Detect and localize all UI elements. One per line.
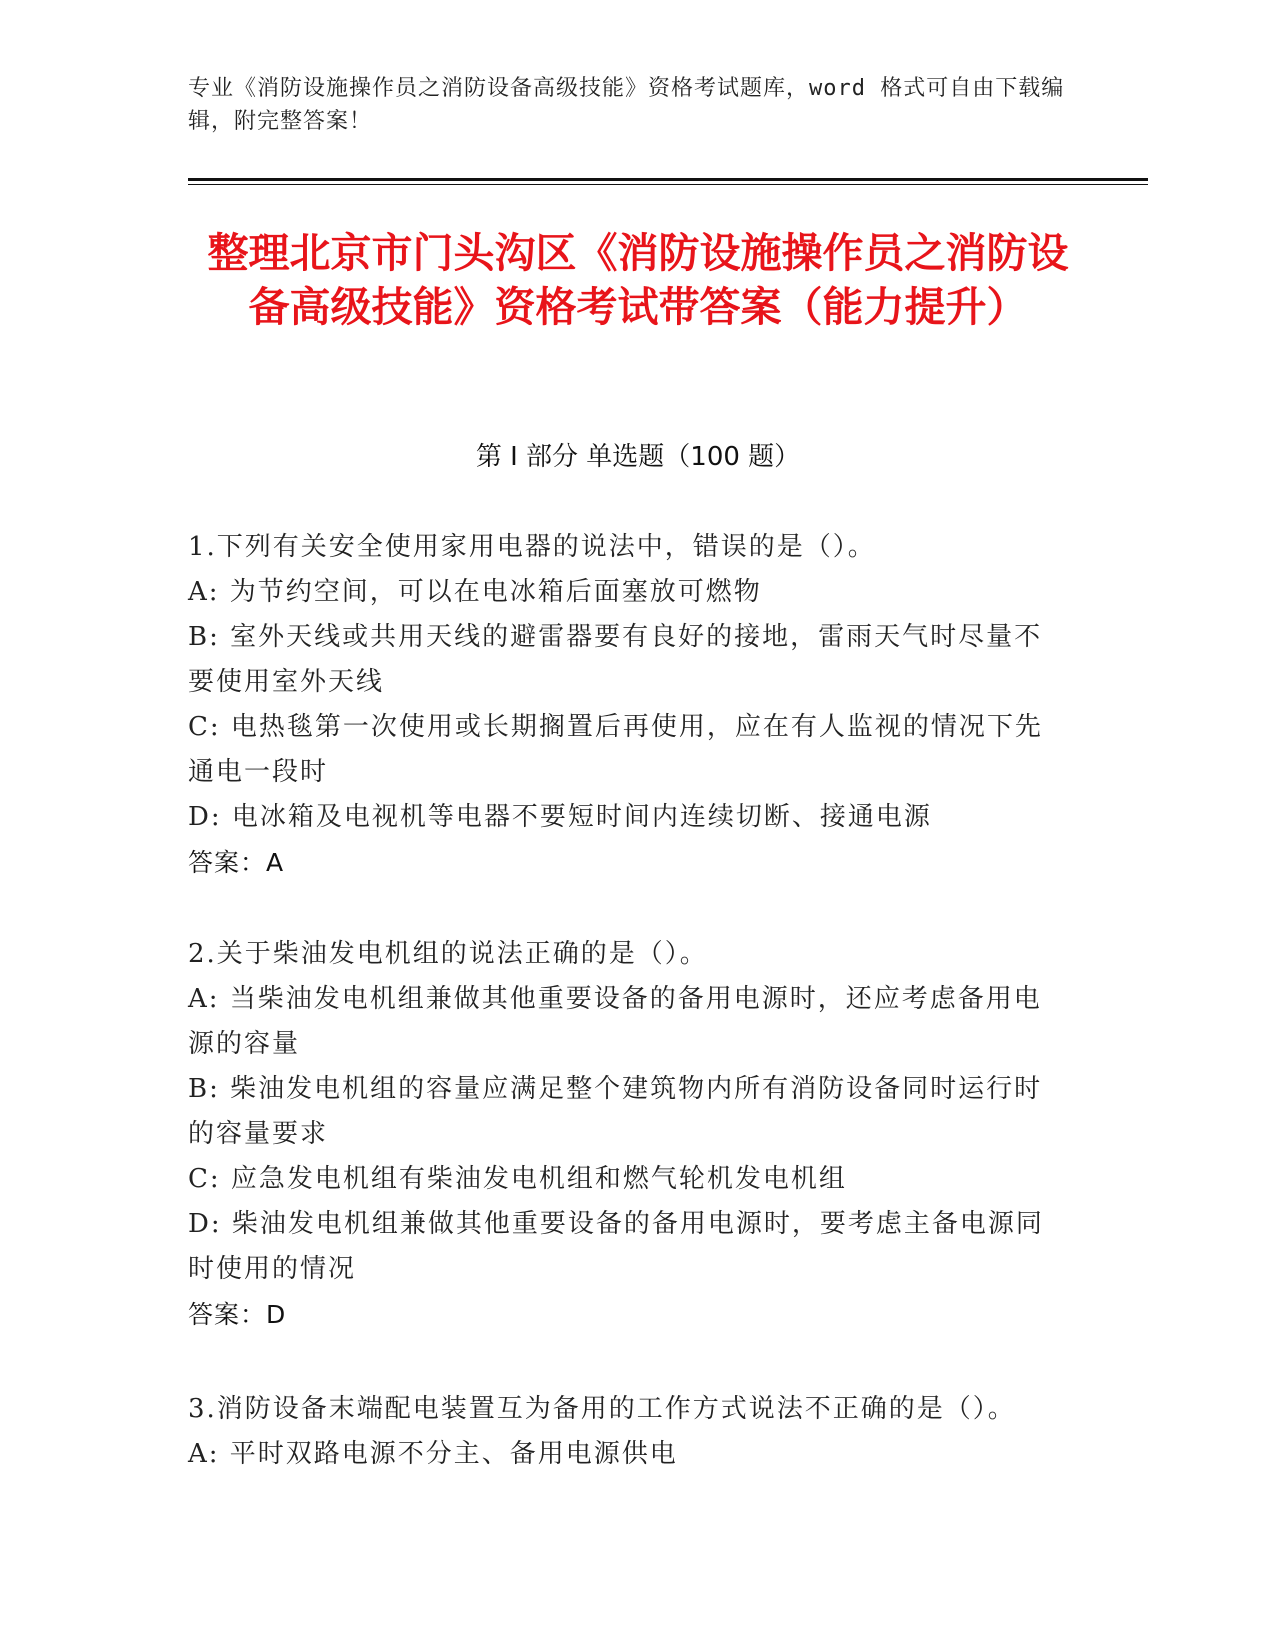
question-stem: 2.关于柴油发电机组的说法正确的是（）。: [188, 939, 708, 969]
answer: 答案：D: [188, 1300, 287, 1329]
header-rule-thin: [188, 184, 1148, 185]
question-1: [188, 525, 1068, 885]
header-rule-thick: [188, 178, 1148, 181]
answer: 答案：A: [188, 848, 285, 877]
option-a: A: 平时双路电源不分主、备用电源供电: [188, 1439, 678, 1469]
section-heading: 第 I 部分 单选题（100 题）: [475, 442, 801, 472]
option-d: D: 柴油发电机组兼做其他重要设备的备用电源时，要考虑主备电源同时使用的情况: [188, 1209, 1044, 1284]
option-c: C: 应急发电机组有柴油发电机组和燃气轮机发电机组: [188, 1164, 847, 1194]
header-note: 专业《消防设施操作员之消防设备高级技能》资格考试题库，word 格式可自由下载编辑，附完整答案！: [188, 76, 1065, 134]
option-d: D: 电冰箱及电视机等电器不要短时间内连续切断、接通电源: [188, 802, 932, 832]
question-2: [188, 932, 1068, 1337]
question-3: [188, 1387, 1068, 1477]
option-b: B: 柴油发电机组的容量应满足整个建筑物内所有消防设备同时运行时的容量要求: [188, 1074, 1043, 1149]
option-b: B: 室外天线或共用天线的避雷器要有良好的接地，雷雨天气时尽量不要使用室外天线: [188, 622, 1043, 697]
option-a: A: 为节约空间，可以在电冰箱后面塞放可燃物: [188, 577, 762, 607]
question-stem: 3.消防设备末端配电装置互为备用的工作方式说法不正确的是（）。: [188, 1394, 1016, 1424]
question-stem: 1.下列有关安全使用家用电器的说法中，错误的是（）。: [188, 532, 876, 562]
option-c: C: 电热毯第一次使用或长期搁置后再使用，应在有人监视的情况下先通电一段时: [188, 712, 1043, 787]
option-a: A: 当柴油发电机组兼做其他重要设备的备用电源时，还应考虑备用电源的容量: [188, 984, 1042, 1059]
document-title: 整理北京市门头沟区《消防设施操作员之消防设备高级技能》资格考试带答案（能力提升）: [207, 229, 1069, 331]
